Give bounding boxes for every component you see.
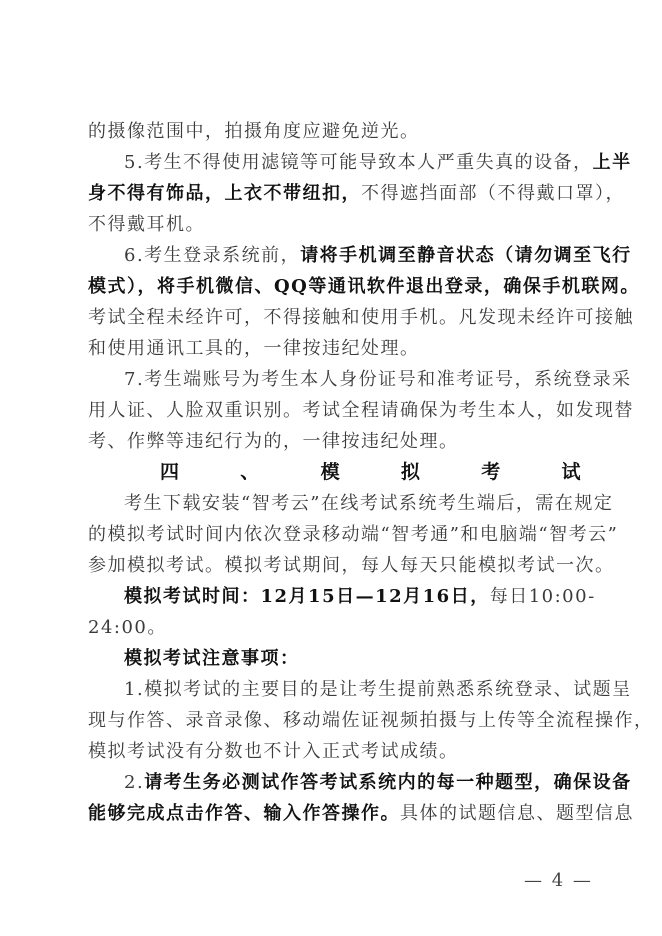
text: 具体的试题信息、题型信息 — [400, 803, 634, 824]
text-line — [88, 705, 654, 736]
text: 每日10:00- — [489, 586, 596, 607]
text-line — [88, 209, 582, 240]
text: 考生下载安装“智考云”在线考试系统考生端后，需在规定 — [124, 493, 614, 514]
text: 和使用通讯工具的，一律按违纪处理。 — [88, 338, 420, 359]
text: 四、模拟考试 — [160, 461, 582, 483]
text: 的摄像范围中，拍摄角度应避免逆光。 — [88, 121, 420, 142]
text: 考试全程未经许可，不得接触和使用手机。凡发现未经许可接触 — [88, 307, 634, 328]
text-line — [88, 333, 582, 364]
bold-text: 上半 — [592, 152, 632, 173]
text-line — [88, 116, 582, 147]
page-number: — 4 — — [524, 870, 593, 891]
bold-text: 模拟考试注意事项： — [124, 648, 300, 669]
text-line — [88, 643, 582, 674]
document-body — [88, 116, 654, 829]
text-line — [88, 798, 634, 829]
bold-text: 模式），将手机微信、QQ等通讯软件退出登录，确保手机联网。 — [88, 276, 640, 297]
bold-text: 身不得有饰品，上衣不带纽扣， — [88, 183, 361, 204]
text-line — [88, 550, 615, 581]
text-line — [88, 426, 582, 457]
text: 现与作答、录音录像、移动端佐证视频拍摄与上传等全流程操作， — [88, 710, 654, 731]
text: 的模拟考试时间内依次登录移动端“智考通”和电脑端“智考云” — [88, 524, 619, 545]
text: 24:00。 — [88, 617, 167, 638]
text: 7.考生端账号为考生本人身份证号和准考证号，系统登录采 — [124, 369, 632, 390]
text-line — [88, 147, 632, 178]
text-line — [88, 271, 640, 302]
bold-text: 能够完成点击作答、输入作答操作。 — [88, 803, 400, 824]
text: 不得戴耳机。 — [88, 214, 205, 235]
text-line — [88, 767, 632, 798]
text: 2. — [124, 772, 145, 793]
bold-text: 请考生务必测试作答考试系统内的每一种题型，确保设备 — [144, 772, 632, 793]
text: 1.模拟考试的主要目的是让考生提前熟悉系统登录、试题呈 — [124, 679, 632, 700]
text-line — [88, 674, 632, 705]
text: 考、作弊等违纪行为的，一律按违纪处理。 — [88, 431, 459, 452]
text-line — [88, 581, 596, 612]
section-heading — [88, 457, 582, 488]
text-line — [88, 240, 632, 271]
text-line — [88, 612, 582, 643]
text-line — [88, 488, 614, 519]
text-line — [88, 364, 632, 395]
bold-text: 请将手机调至静音状态（请勿调至飞行 — [300, 245, 632, 266]
text: 用人证、人脸双重识别。考试全程请确保为考生本人，如发现替 — [88, 400, 634, 421]
bold-text: 模拟考试时间：12月15日—12月16日， — [124, 586, 490, 607]
text-line — [88, 178, 625, 209]
text: 5.考生不得使用滤镜等可能导致本人严重失真的设备， — [124, 152, 593, 173]
text-line — [88, 395, 634, 426]
text: 不得遮挡面部（不得戴口罩）， — [361, 183, 625, 204]
text-line — [88, 302, 634, 333]
text: 参加模拟考试。模拟考试期间，每人每天只能模拟考试一次。 — [88, 555, 615, 576]
text-line — [88, 519, 619, 550]
text-line — [88, 736, 582, 767]
text: 模拟考试没有分数也不计入正式考试成绩。 — [88, 741, 459, 762]
text: 6.考生登录系统前， — [124, 245, 301, 266]
